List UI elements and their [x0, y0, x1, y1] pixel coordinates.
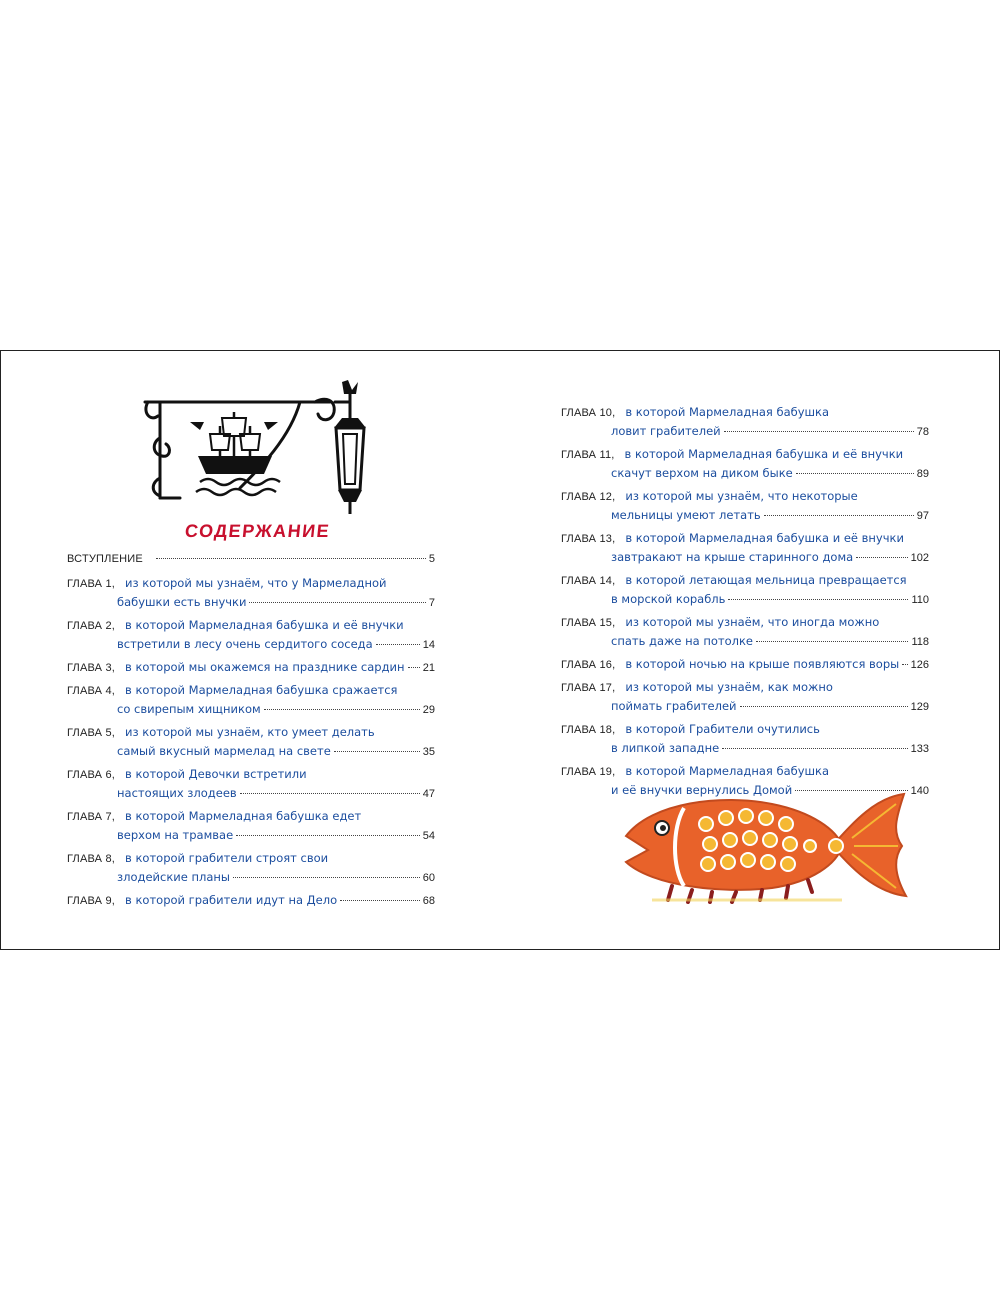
toc-entry-line: [561, 531, 929, 550]
toc-entry[interactable]: [67, 809, 435, 847]
dot-leader: [156, 558, 426, 559]
chapter-label: ГЛАВА 15,: [561, 617, 616, 629]
chapter-title-line: в которой Грабители очутились: [625, 722, 820, 736]
chapter-label: ГЛАВА 14,: [561, 575, 616, 587]
page-number: 102: [910, 552, 929, 564]
chapter-label: ГЛАВА 10,: [561, 407, 616, 419]
toc-entry[interactable]: [67, 618, 435, 656]
chapter-title-line: в которой Мармеладная бабушка: [625, 764, 830, 778]
chapter-title-line: мельницы умеют летать: [611, 508, 761, 522]
chapter-label: ГЛАВА 4,: [67, 685, 116, 697]
dot-leader: [233, 877, 420, 878]
page-number: 29: [422, 704, 435, 716]
dot-leader: [902, 664, 907, 665]
page-number: 21: [422, 662, 435, 674]
toc-entry-line: [561, 680, 929, 699]
chapter-label: ГЛАВА 17,: [561, 682, 616, 694]
dot-leader: [264, 709, 420, 710]
chapter-title-line: из которой мы узнаём, что у Мармеладной: [125, 576, 387, 590]
toc-entry-line: [561, 592, 929, 611]
toc-entry[interactable]: [67, 851, 435, 889]
chapter-label: ГЛАВА 12,: [561, 491, 616, 503]
chapter-title-line: из которой мы узнаём, как можно: [625, 680, 833, 694]
chapter-label: ГЛАВА 18,: [561, 724, 616, 736]
chapter-label: ГЛАВА 16,: [561, 659, 616, 671]
toc-entry-line: [561, 424, 929, 443]
chapter-title-line: настоящих злодеев: [117, 786, 237, 800]
chapter-title-line: со свирепым хищником: [117, 702, 261, 716]
dot-leader: [796, 473, 914, 474]
chapter-title-line: ловит грабителей: [611, 424, 721, 438]
toc-entry[interactable]: [561, 405, 929, 443]
chapter-title-line: из которой мы узнаём, кто умеет делать: [125, 725, 375, 739]
chapter-title-line: и её внучки вернулись Домой: [611, 783, 793, 797]
toc-entry-line: [561, 699, 929, 718]
chapter-label: ГЛАВА 5,: [67, 727, 116, 739]
chapter-label: ГЛАВА 9,: [67, 895, 116, 907]
ship-icon: [190, 412, 280, 495]
chapter-label: ГЛАВА 2,: [67, 620, 116, 632]
toc-entry-line: [67, 809, 435, 828]
chapter-label: ГЛАВА 8,: [67, 853, 116, 865]
page-number: 54: [422, 830, 435, 842]
dot-leader: [240, 793, 420, 794]
lantern-ship-illustration: [140, 378, 380, 528]
dot-leader: [856, 557, 907, 558]
lantern-icon: [334, 380, 366, 514]
page-number: 97: [916, 510, 929, 522]
toc-entry-line: [67, 637, 435, 656]
page-number: 78: [916, 426, 929, 438]
chapter-title-line: в которой Мармеладная бабушка едет: [125, 809, 362, 823]
chapter-title-line: злодейские планы: [117, 870, 230, 884]
toc-entry-line: [67, 893, 435, 912]
toc-entry-line: [67, 786, 435, 805]
chapter-title-line: завтракают на крыше старинного дома: [611, 550, 854, 564]
chapter-title-line: бабушки есть внучки: [117, 595, 247, 609]
chapter-title-line: в которой Мармеладная бабушка и её внучки: [125, 618, 404, 632]
page-number: 5: [428, 553, 435, 565]
chapter-title-line: в которой Мармеладная бабушка: [625, 405, 830, 419]
toc-entry[interactable]: [561, 680, 929, 718]
dot-leader: [728, 599, 908, 600]
chapter-title-line: из которой мы узнаём, что некоторые: [625, 489, 858, 503]
toc-entry[interactable]: [67, 893, 435, 912]
dot-leader: [408, 667, 420, 668]
toc-entry-line: [67, 870, 435, 889]
chapter-title-line: в морской корабль: [611, 592, 726, 606]
page-number: 133: [910, 743, 929, 755]
page-number: 118: [911, 636, 929, 648]
chapter-title-line: в которой Девочки встретили: [125, 767, 307, 781]
chapter-title-line: скачут верхом на диком быке: [611, 466, 793, 480]
toc-entry-line: [561, 466, 929, 485]
toc-entry-line: [561, 489, 929, 508]
chapter-title-line: в которой ночью на крыше появляются воры: [625, 657, 900, 671]
chapter-title-line: из которой мы узнаём, что иногда можно: [625, 615, 880, 629]
toc-title: СОДЕРЖАНИЕ: [184, 521, 332, 541]
toc-entry[interactable]: [67, 683, 435, 721]
toc-entry[interactable]: [561, 615, 929, 653]
dot-leader: [756, 641, 908, 642]
page-number: 129: [910, 701, 929, 713]
toc-entry-line: [67, 576, 435, 595]
page-number: 110: [911, 594, 929, 606]
toc-entry-line: [67, 725, 435, 744]
toc-entry[interactable]: [67, 553, 435, 572]
toc-entry-line: [561, 573, 929, 592]
toc-entry[interactable]: [67, 576, 435, 614]
page-number: 140: [910, 785, 929, 797]
toc-entry[interactable]: [561, 573, 929, 611]
toc-entry-line: [67, 553, 435, 572]
page-number: 47: [422, 788, 435, 800]
page-number: 14: [422, 639, 435, 651]
dot-leader: [724, 431, 914, 432]
toc-entry[interactable]: [561, 531, 929, 569]
chapter-title-line: самый вкусный мармелад на свете: [117, 744, 331, 758]
toc-entry-line: [561, 764, 929, 783]
chapter-label: ГЛАВА 13,: [561, 533, 616, 545]
toc-entry-line: [561, 508, 929, 527]
chapter-label: ГЛАВА 7,: [67, 811, 116, 823]
chapter-title-line: спать даже на потолке: [611, 634, 753, 648]
toc-entry-line: [561, 550, 929, 569]
toc-entry-line: [561, 615, 929, 634]
toc-entry-line: [561, 657, 929, 676]
toc-entry-line: [561, 634, 929, 653]
toc-entry-line: [561, 447, 929, 466]
fish-illustration: [612, 788, 912, 904]
toc-entry-line: [67, 767, 435, 786]
toc-entry-line: [67, 828, 435, 847]
dot-leader: [722, 748, 907, 749]
dot-leader: [740, 706, 908, 707]
toc-left-column: [67, 553, 435, 916]
toc-entry[interactable]: [67, 767, 435, 805]
page-number: 60: [422, 872, 435, 884]
toc-entry[interactable]: [561, 657, 929, 676]
chapter-title-line: в которой грабители строят свои: [125, 851, 329, 865]
chapter-label: ГЛАВА 19,: [561, 766, 616, 778]
chapter-title-line: встретили в лесу очень сердитого соседа: [117, 637, 373, 651]
toc-entry-line: [67, 683, 435, 702]
toc-entry-line: [67, 851, 435, 870]
toc-entry[interactable]: [561, 722, 929, 760]
chapter-title-line: в которой мы окажемся на празднике сардин: [125, 660, 405, 674]
toc-entry-line: [67, 744, 435, 763]
chapter-title-line: в которой грабители идут на Дело: [125, 893, 338, 907]
dot-leader: [764, 515, 914, 516]
page-number: 35: [422, 746, 435, 758]
dot-leader: [249, 602, 425, 603]
chapter-label: ГЛАВА 1,: [67, 578, 116, 590]
dot-leader: [236, 835, 420, 836]
toc-entry[interactable]: [67, 725, 435, 763]
toc-entry[interactable]: [561, 447, 929, 485]
page-number: 7: [428, 597, 435, 609]
toc-entry-line: [67, 660, 435, 679]
page-number: 68: [422, 895, 435, 907]
toc-entry-line: [67, 702, 435, 721]
chapter-title-line: в которой Мармеладная бабушка и её внучки: [624, 447, 904, 461]
toc-entry-line: [67, 595, 435, 614]
chapter-title-line: в липкой западне: [611, 741, 720, 755]
dot-leader: [340, 900, 420, 901]
dot-leader: [334, 751, 420, 752]
chapter-label: ГЛАВА 3,: [67, 662, 116, 674]
dot-leader: [376, 644, 420, 645]
toc-right-column: [561, 405, 929, 806]
toc-entry-line: [561, 405, 929, 424]
chapter-title-line: в которой Мармеладная бабушка сражается: [125, 683, 398, 697]
chapter-label: ВСТУПЛЕНИЕ: [67, 553, 143, 565]
page-number: 126: [910, 659, 929, 671]
chapter-title-line: верхом на трамвае: [117, 828, 234, 842]
chapter-label: ГЛАВА 11,: [561, 449, 615, 461]
toc-entry[interactable]: [67, 660, 435, 679]
chapter-title-line: в которой Мармеладная бабушка и её внучки: [625, 531, 904, 545]
chapter-title-line: в которой летающая мельница превращается: [625, 573, 907, 587]
toc-entry[interactable]: [561, 489, 929, 527]
chapter-title-line: поймать грабителей: [611, 699, 737, 713]
chapter-label: ГЛАВА 6,: [67, 769, 116, 781]
toc-entry-line: [561, 741, 929, 760]
page-number: 89: [916, 468, 929, 480]
toc-entry-line: [67, 618, 435, 637]
toc-entry-line: [561, 722, 929, 741]
